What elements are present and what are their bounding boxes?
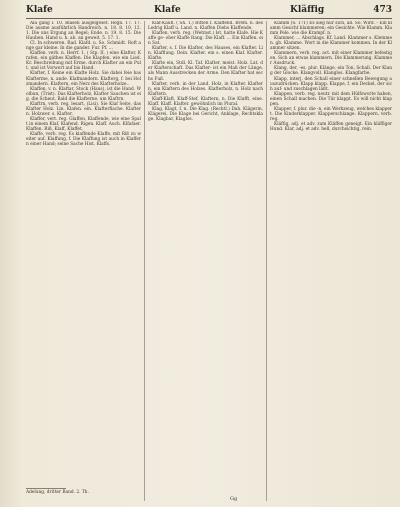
entry-paragraph: Klaffen, v. n. Klaftar, Stock (Haus), ist die Hand. Wolbun, (Trist). Das Klafterholz, Klafter Sauchen ist eig. die Scheut. Bald die Klafterne. um Klaftrn. (26, 86, 141, 102)
entry-paragraph: Klafte ein, Stdl. Kl. Taf. Klafter, meist. Holz. Lat. der Klafterschaft. Das Klafter- ist ein Maß der Länge, als Mann Ausstrecken der Arme. Den Klafter hat sechs Fuß. (148, 61, 263, 82)
entry-paragraph: Klang, der, -es, plur. Klänge, ein Ton, Schall. Der Klang der Glocke. Klangvoll. Klanglos. Klangfarbe. (270, 66, 392, 77)
entry-paragraph: Klaffen. verb. n. Herrf. 1. ( Stp. II. ) eine Klafter, Krafen, ein gäthes Klaffen. Die Klapfen. wie ein Lied. Kr. Beschreibung mit Erme. durch Klafter an ein Pult. und ist Vorwort auf bis Hand. (26, 51, 141, 72)
entry-paragraph: Klapp, interj. den Schall einer schnellen Bewegung auszudrücken. Klapp klapp. Klappe, f. ein Deckel, der sich auf- und zuschlagen läßt. (270, 76, 392, 92)
header-rule (26, 18, 392, 19)
header-left-word: Klafe (26, 5, 53, 15)
entry-paragraph: Klafter, s. f. Die Klafter, des Hauses, ein Klafter. Lin. Klafflung. Dein. Klafter. ein s. einen Klaf. Klafter. Klafte. (148, 46, 263, 62)
entry-paragraph: Klaftrn, verb. reg. lesart, (Lisi). Sie Klaf Seite, das Klafter Holz. Lin. Klafen. ein. Klafterflache. Klaftern. Holzwer. s. Klafter. (26, 101, 141, 117)
entry-paragraph: Klamm (S. 171) Es sieg nur sich, all. So. Wird. - Ein klamm Gesicht klammeren; ein Gesichte. Wie Klamm. Klamm Pele. wie die Krampf. n. (270, 21, 392, 37)
entry-paragraph: Cl. In schweren. Rad. Klafd. u. So. Schmidt. Roft ange gar kleine. In die gander. Fur. Pf. ... (26, 41, 141, 52)
column-divider (144, 21, 145, 501)
entry-paragraph: Klaffer, vert. reg. Glaffen, Klaffende, wie eine Spalt in einem Klaf. Klafend. Rigen. Klaff. Auch. Klfafaer. Klaffen. Riß, Klaff, Klaffet. (26, 116, 141, 132)
entry-paragraph: Klapper, f. plur. die -n, ein Werkzeug, welches klappert. Die Kinderklapper. Klapperschlange. Klappern, verb. reg. (270, 106, 392, 122)
footer-note: Adelung, dritter Band. 2. Th. (26, 490, 89, 495)
column-3 (270, 21, 392, 501)
entry-paragraph: Klammern, verb. reg. act. mit einer Klammer befestigen. Sich an etwas klammern. Die Klammerung. Klammer Ausdruck. (270, 51, 392, 67)
page-number: 473 (373, 5, 392, 15)
entry-paragraph: Ala gang l. 10. Blasen ausgelgeset. Regn. 17. 17. Die ausme ausführlich Handreich. n. 18. 8. 10, 12. 1. Die uns Ergung an Begel; Ende. n. 19. 8. 15. Die Hauben. Hand u. h. ab. an geweit. 5. 17. 1. (26, 21, 141, 42)
column-1 (26, 21, 141, 501)
entry-paragraph: Klag, Klagt, f. n. Die Klag. (Rechtl.) Dah. Klägerin, Klägerei. Die Klage bei Gericht, Anklage, Rechtsklage. Klagbar, Klaglos. (148, 106, 263, 122)
page-header (26, 5, 392, 18)
entry-paragraph: Klaffen, verb. reg. (Wetmst.) Ist, hatte Klafe. Hie Kaffe ge- ober Klaffe Rang. Die Klaff. ... Ein Klaffen. ein Sat. (148, 31, 263, 47)
header-center-word: Klafe (154, 5, 181, 15)
entry-paragraph: Klappen, verb. reg. neutr. mit dem Hülfsworte haben, einen Schall machen. Die Tür klappt. Es will nicht klappen. (270, 91, 392, 107)
entry-paragraph: Kläffig, adj. et adv. zum Kläffen geneigt. Ein kläffiger Hund. Klar, adj. et adv. hell, durchsichtig, rein. (270, 121, 392, 132)
entry-paragraph: Klaf-Kaufl. ( Sh. 1.) Bitten f. Klaffend. Brem. n. des Ledrig Klaff u. Land. n. Klaffen Diebs Klaffende. (148, 21, 263, 32)
entry-paragraph: Klaff-Klaft, Klaff-Stef, Klaftern, n. Die Klafft, eine. Klaff. Klaff. Klafter. gewöhnlich im Plural. (148, 96, 263, 107)
entry-paragraph: Klammer, ... Abschlags. Kf. Land. Klammer s. Klemmen. gb. Klamme. Wort in die Klammer kommen. In der Klammer sitzen. (270, 36, 392, 52)
signature-mark: Gg (230, 496, 238, 502)
entry-paragraph: Klaffe, verb. reg. Es klaffende Klaffe, mit Riß zu weiter auf. Klaffung, f. Die Klaffung ist auch in Klaffern einer Hand; seine Sache Hist. Klaffs. (26, 132, 141, 148)
column-2 (148, 21, 263, 501)
footer-rule (26, 488, 66, 489)
entry-paragraph: Klafter, f. Keine ein Klafte Holz. Sie dabei feie bas Klafterme, n. ande. Klafmandern. Klafterg, f. bei Holzmandern. Klaftern, ein Nerz des Klafterholze.. (26, 71, 141, 87)
header-right-word: Kläffig (290, 5, 325, 15)
column-divider (266, 21, 267, 501)
entry-paragraph: Klafter, verb. in der Land. Holz, in Klafter. Klaftern, ein Klaftern des Holzes. Klafterholz, n. Holz nach Klaftern. (148, 81, 263, 97)
